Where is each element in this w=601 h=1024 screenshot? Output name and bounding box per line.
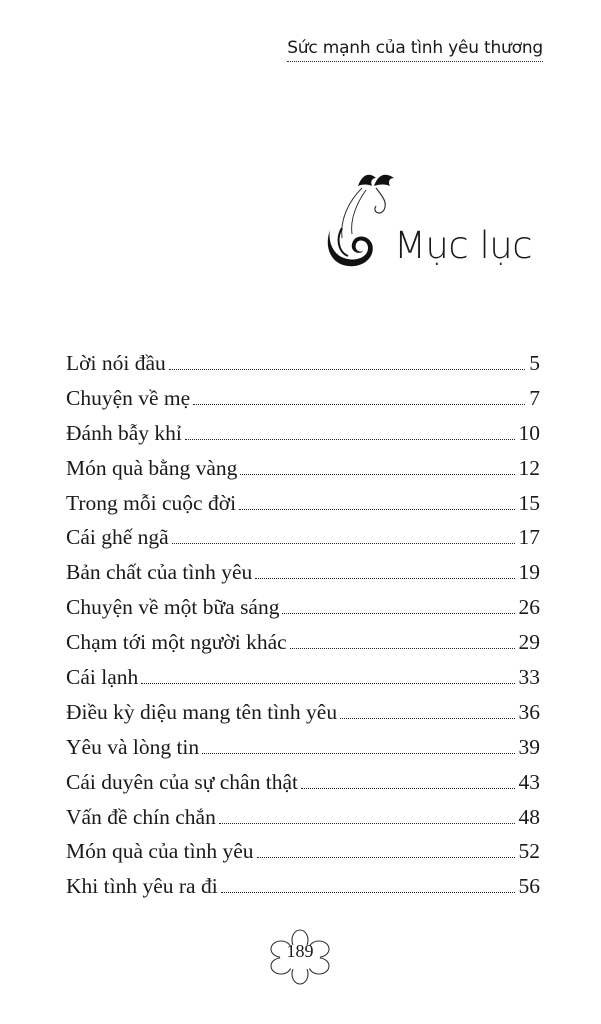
toc-entry-title: Yêu và lòng tin [66,734,200,759]
dot-leader [221,892,515,893]
toc-entry [66,555,540,590]
dot-leader [257,857,515,858]
toc-entry-page: 56 [518,874,540,899]
toc-entry-page: 39 [518,734,540,759]
toc-entry-title: Cái duyên của sự chân thật [66,769,298,794]
dot-leader [202,753,514,754]
toc-entry [66,800,540,835]
toc-entry-title: Chuyện về mẹ [66,385,191,410]
page-title: Mục lục [394,224,533,267]
toc-entry-page: 19 [518,560,540,585]
toc-entry-page: 10 [518,420,540,445]
toc-entry-title: Chạm tới một người khác [66,630,287,655]
toc-entry-title: Khi tình yêu ra đi [66,874,218,899]
toc-entry-title: Món quà của tình yêu [66,839,254,864]
toc-entry-title: Bản chất của tình yêu [66,560,253,585]
toc-entry-title: Lời nói đầu [66,351,166,375]
toc-entry [66,834,540,869]
dot-leader [340,718,514,719]
toc-entry [66,695,540,730]
swallow-swirl-ornament-icon [318,168,400,272]
toc-entry-title: Trong mỗi cuộc đời [66,490,237,515]
toc-entry [66,660,540,695]
table-of-contents [66,346,540,904]
dot-leader [239,509,514,510]
dot-leader [290,648,515,649]
toc-entry-page: 29 [518,630,540,655]
dot-leader [282,613,514,614]
toc-entry-page: 26 [518,595,540,620]
toc-entry-page: 36 [518,699,540,724]
dot-leader [301,788,515,789]
toc-entry [66,730,540,765]
running-title: Sức mạnh của tình yêu thương [287,38,543,62]
toc-entry-title: Điều kỳ diệu mang tên tình yêu [66,699,338,724]
dot-leader [185,439,515,440]
toc-entry-title: Cái lạnh [66,665,139,690]
dot-leader [193,404,525,405]
toc-entry [66,486,540,521]
toc-entry [66,346,540,381]
toc-entry [66,381,540,416]
toc-entry-title: Đánh bẫy khỉ [66,420,182,445]
toc-entry-page: 17 [518,525,540,550]
dot-leader [141,683,514,684]
dot-leader [240,474,514,475]
dot-leader [169,369,526,370]
toc-entry-page: 12 [518,455,540,480]
dot-leader [219,823,515,824]
toc-entry [66,416,540,451]
toc-entry [66,590,540,625]
toc-entry-title: Vấn đề chín chắn [66,804,216,829]
toc-entry-title: Chuyện về một bữa sáng [66,595,280,620]
toc-entry [66,451,540,486]
dot-leader [255,578,514,579]
dot-leader [172,543,515,544]
toc-entry [66,520,540,555]
toc-entry-page: 52 [518,839,540,864]
toc-entry-title: Món quà bằng vàng [66,455,238,480]
toc-entry [66,625,540,660]
toc-entry-page: 7 [529,385,540,410]
toc-entry [66,765,540,800]
toc-entry-page: 33 [518,665,540,690]
page-number: 189 [286,941,314,961]
toc-entry-title: Cái ghế ngã [66,525,169,550]
toc-entry-page: 15 [518,490,540,515]
toc-entry-page: 48 [518,804,540,829]
toc-entry [66,869,540,904]
toc-entry-page: 43 [518,769,540,794]
toc-entry-page: 5 [529,351,540,375]
